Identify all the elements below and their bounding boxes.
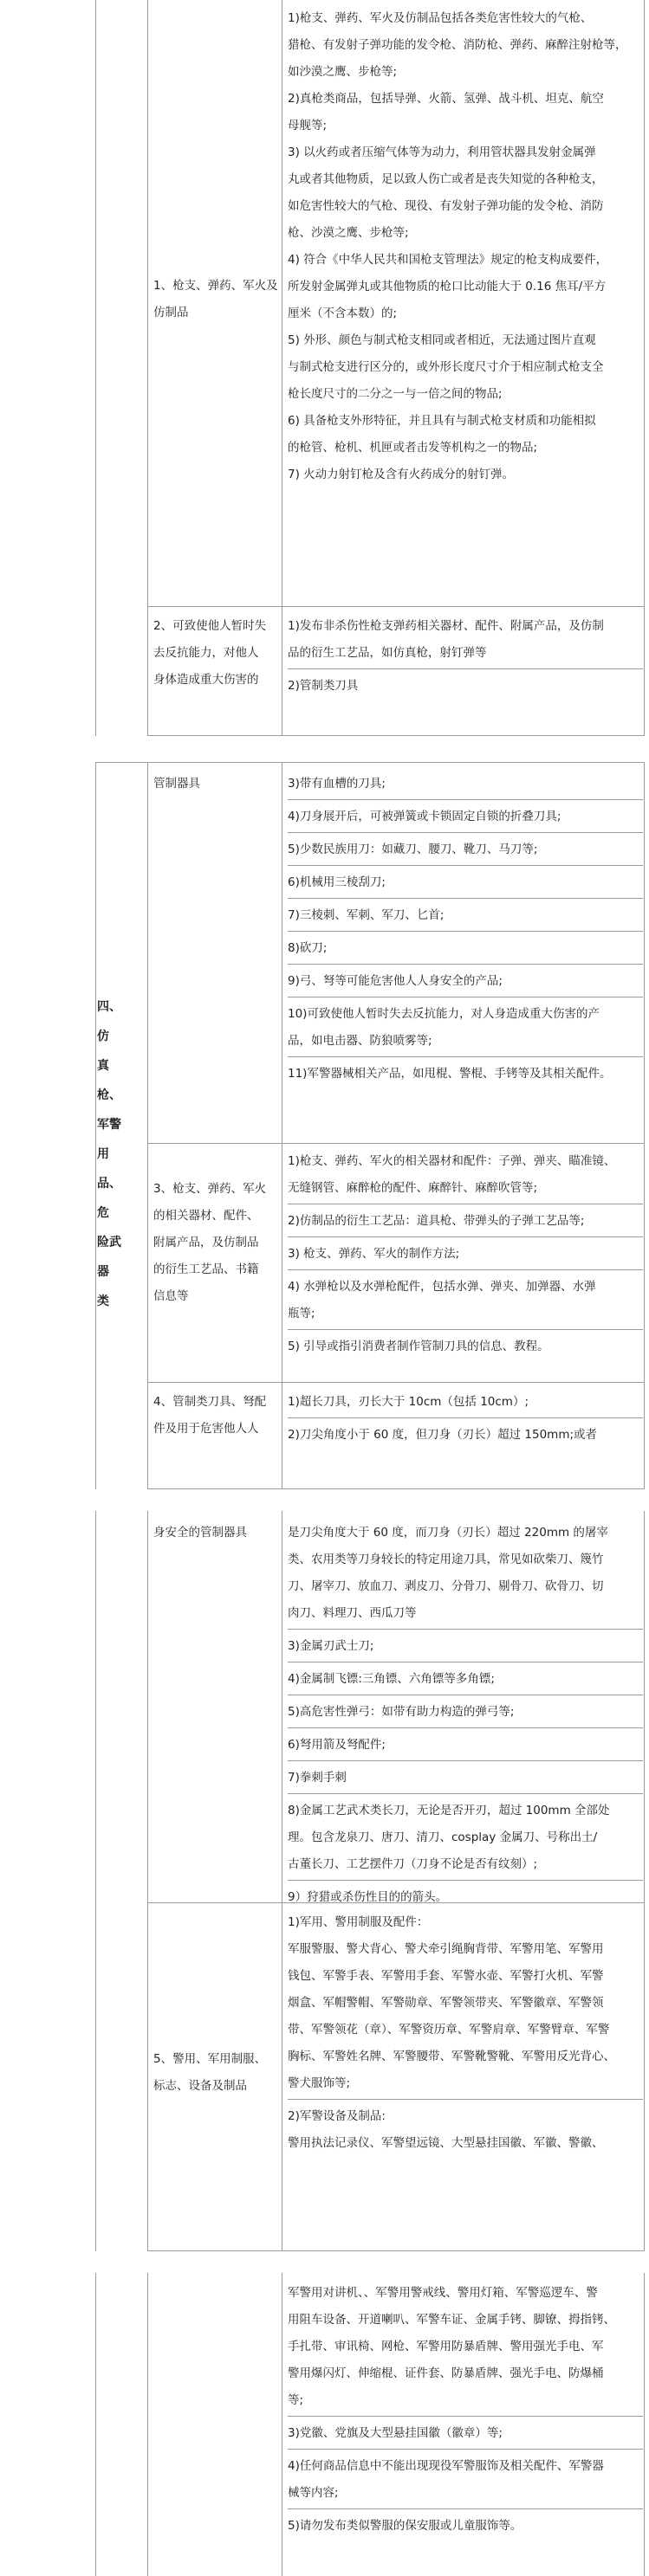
rule-line: 3) 以火药或者压缩气体等为动力，利用管状器具发射金属弹 bbox=[288, 145, 596, 159]
rule-line: 5)少数民族用刀：如藏刀、腰刀、靴刀、马刀等; bbox=[288, 843, 538, 856]
rule-list bbox=[288, 1909, 643, 2157]
rule-line: 7)三棱刺、军刺、军刀、匕首; bbox=[288, 908, 445, 922]
rule-line: 4)任何商品信息中不能出现现役军警服饰及相关配件、军警器 bbox=[288, 2459, 604, 2473]
rule-line: 4)刀身展开后，可被弹簧或卡锁固定自锁的折叠刀具; bbox=[288, 810, 561, 823]
category-name: 管制器具 bbox=[153, 777, 200, 791]
rule-line: 与制式枪支进行区分的，或外形长度尺寸介于相应制式枪支全 bbox=[288, 360, 604, 374]
rule-line: 用阻车设备、开道喇叭、军警车证、金属手铐、脚镣、拇指铐、 bbox=[288, 2313, 615, 2327]
rule-item bbox=[288, 1633, 643, 1662]
rule-item bbox=[288, 1884, 643, 1911]
rule-line: 械等内容; bbox=[288, 2486, 339, 2500]
rule-item bbox=[288, 1909, 643, 2100]
rule-line: 手扎带、审讯椅、网枪、军警用防暴盾牌、警用强光手电、军 bbox=[288, 2340, 604, 2353]
rule-item bbox=[288, 1208, 643, 1237]
rule-item bbox=[288, 1061, 643, 1088]
table-block-3 bbox=[0, 1511, 649, 2251]
rule-list bbox=[288, 1520, 643, 1911]
rule-line: 5)请勿发布类似警服的保安服或儿童服饰等。 bbox=[288, 2519, 522, 2533]
text-line: 2、可致使他人暂时失 bbox=[153, 619, 267, 633]
rule-list bbox=[288, 1389, 643, 1449]
category-name: 1、枪支、弹药、军火及仿制品 bbox=[153, 279, 278, 320]
rule-line: 2)管制类刀具 bbox=[288, 679, 359, 693]
rule-line: 4)金属制飞镖:三角镖、六角镖等多角镖; bbox=[288, 1672, 495, 1686]
text-line: 3、枪支、弹药、军火 bbox=[153, 1182, 267, 1196]
rule-item bbox=[288, 327, 643, 408]
rule-item bbox=[288, 5, 643, 86]
rule-item bbox=[288, 1241, 643, 1270]
rule-line: 9)弓、弩等可能危害他人人身安全的产品; bbox=[288, 974, 503, 988]
rule-line: 军警用对讲机、、军警用警戒线、警用灯箱、军警巡逻车、警 bbox=[288, 2286, 598, 2300]
rule-line: 刀、屠宰刀、放血刀、剥皮刀、分骨刀、剔骨刀、砍骨刀、切 bbox=[288, 1579, 604, 1593]
text-line: 去反抗能力，对他人 bbox=[153, 646, 259, 660]
rule-line: 4) 符合《中华人民共和国枪支管理法》规定的枪支构成要件， bbox=[288, 253, 608, 267]
rule-item bbox=[288, 1274, 643, 1330]
rule-line: 品，如电击器、防狼喷雾等; bbox=[288, 1034, 432, 1048]
rule-item bbox=[288, 2103, 643, 2157]
rule-line: 肉刀、料理刀、西瓜刀等 bbox=[288, 1606, 417, 1620]
rule-item bbox=[288, 869, 643, 899]
rule-line: 4) 水弹枪以及水弹枪配件，包括水弹、弹夹、加弹器、水弹 bbox=[288, 1280, 596, 1294]
rule-line: 如危害性较大的气枪、现役、有发射子弹功能的发令枪、消防 bbox=[288, 199, 604, 213]
rule-item bbox=[288, 804, 643, 833]
rule-item bbox=[288, 1001, 643, 1057]
rule-item bbox=[288, 1732, 643, 1761]
rule-line: 2)军警设备及制品: bbox=[288, 2109, 386, 2123]
rule-line: 警用爆闪灯、伸缩棍、证件套、防暴盾牌、强光手电、防爆桶 bbox=[288, 2366, 604, 2380]
section-title bbox=[97, 992, 128, 1316]
table-block-2 bbox=[0, 762, 649, 1489]
rule-line: 5)高危害性弹弓：如带有助力构造的弹弓等; bbox=[288, 1705, 515, 1719]
rule-item bbox=[288, 935, 643, 965]
rule-item bbox=[288, 462, 643, 488]
rule-item bbox=[288, 613, 643, 669]
text-line: 件及用于危害他人人 bbox=[153, 1422, 259, 1436]
rule-item bbox=[288, 2420, 643, 2450]
text-line: 4、管制类刀具、弩配 bbox=[153, 1395, 267, 1409]
rule-line: 7) 火动力射钉枪及含有火药成分的射钉弹。 bbox=[288, 468, 515, 481]
rule-line: 6) 具备枪支外形特征，并且具有与制式枪支材质和功能相拟 bbox=[288, 414, 596, 428]
rule-line: 1)枪支、弹药、军火的相关器材和配件：子弹、弹夹、瞄准镜、 bbox=[288, 1154, 616, 1168]
rule-line: 军服警服、警犬背心、警犬牵引绳胸背带、军警用笔、军警用 bbox=[288, 1942, 604, 1956]
text-line: 险武器 bbox=[97, 1236, 121, 1279]
rule-list bbox=[288, 613, 643, 700]
rule-line: 3) 枪支、弹药、军火的制作方法; bbox=[288, 1247, 460, 1261]
rule-line: 7)拳刺手刺 bbox=[288, 1771, 347, 1785]
rule-line: 胸标、军警姓名牌、军警腰带、军警靴警靴、军警用反光背心、 bbox=[288, 2050, 615, 2063]
text-line: 身体造成重大伤害的 bbox=[153, 673, 259, 687]
rule-line: 瓶等; bbox=[288, 1307, 315, 1320]
rule-item bbox=[288, 836, 643, 866]
rule-line: 无缝钢管、麻醉枪的配件、麻醉针、麻醉吹管等; bbox=[288, 1181, 538, 1195]
rule-list bbox=[288, 771, 643, 1088]
category-name bbox=[153, 613, 283, 694]
rule-line: 2)刀尖角度小于 60 度，但刀身（刃长）超过 150mm;或者 bbox=[288, 1428, 598, 1442]
rule-item bbox=[288, 2280, 643, 2417]
rule-line: 如沙漠之鹰、步枪等; bbox=[288, 65, 398, 79]
rule-line: 烟盒、军帽警帽、军警勋章、军警领带夹、军警徽章、军警领 bbox=[288, 1996, 604, 2010]
rule-line: 2)真枪类商品，包括导弹、火箭、氢弹、战斗机、坦克、航空 bbox=[288, 92, 604, 106]
rule-item bbox=[288, 1389, 643, 1418]
rule-line: 1)超长刀具，刃长大于 10cm（包括 10cm）; bbox=[288, 1395, 529, 1409]
rule-item bbox=[288, 1422, 643, 1449]
text-line: 信息等 bbox=[153, 1289, 189, 1303]
rule-line: 3)带有血槽的刀具; bbox=[288, 777, 386, 791]
rule-line: 1)发布非杀伤性枪支弹药相关器材、配件、附属产品，及仿制 bbox=[288, 619, 604, 633]
rule-item bbox=[288, 139, 643, 247]
rule-line: 1)枪支、弹药、军火及仿制品包括各类危害性较大的气枪、 bbox=[288, 11, 593, 25]
rule-item bbox=[288, 1666, 643, 1695]
rule-line: 理。包含龙泉刀、唐刀、清刀、cosplay 金属刀、号称出土/ bbox=[288, 1830, 598, 1844]
rule-item bbox=[288, 2513, 643, 2540]
rule-line: 厘米（不含本数）的; bbox=[288, 307, 398, 320]
rule-line: 枪长度尺寸的二分之一与一倍之间的物品; bbox=[288, 387, 503, 401]
rule-line: 9）狩猎或杀伤性目的的箭头。 bbox=[288, 1890, 448, 1904]
rule-line: 类、农用类等刀身较长的特定用途刀具，常见如砍柴刀、篾竹 bbox=[288, 1553, 604, 1566]
rule-item bbox=[288, 86, 643, 139]
rule-item bbox=[288, 968, 643, 997]
rule-line: 3)金属刃武士刀; bbox=[288, 1639, 374, 1653]
rule-line: 6)弩用箭及弩配件; bbox=[288, 1738, 386, 1752]
rule-list bbox=[288, 1148, 643, 1360]
rule-list bbox=[288, 5, 643, 488]
rule-item bbox=[288, 2453, 643, 2509]
rule-line: 古董长刀、工艺摆件刀（刀身不论是否有纹刻）; bbox=[288, 1857, 538, 1871]
text-line: 的相关器材、配件、 bbox=[153, 1209, 259, 1223]
category-name bbox=[153, 2046, 283, 2100]
rule-line: 8)砍刀; bbox=[288, 941, 328, 955]
text-line: 5、警用、军用制服、 bbox=[153, 2052, 267, 2066]
table-block-4 bbox=[0, 2273, 649, 2576]
rule-line: 枪、沙漠之鹰、步枪等; bbox=[288, 226, 409, 240]
rule-line: 2)仿制品的衍生工艺品：道具枪、带弹头的子弹工艺品等; bbox=[288, 1214, 585, 1228]
rule-item bbox=[288, 1333, 643, 1360]
rule-line: 6)机械用三棱刮刀; bbox=[288, 875, 386, 889]
rule-line: 所发射金属弹丸或其他物质的枪口比动能大于 0.16 焦耳/平方 bbox=[288, 280, 607, 294]
rule-list bbox=[288, 2280, 643, 2540]
category-name bbox=[153, 1176, 283, 1310]
rule-line: 丸或者其他物质，足以致人伤亡或者是丧失知觉的各种枪支， bbox=[288, 172, 604, 186]
text-line: 军警用 bbox=[97, 1118, 121, 1161]
text-line: 附属产品，及仿制品 bbox=[153, 1236, 259, 1249]
rule-line: 等; bbox=[288, 2393, 304, 2407]
rule-item bbox=[288, 1765, 643, 1794]
rule-item bbox=[288, 673, 643, 700]
text-line: 的衍生工艺品、书籍 bbox=[153, 1262, 259, 1276]
rule-line: 带、军警领花（章）、军警资历章、军警肩章、军警臂章、军警 bbox=[288, 2023, 610, 2037]
rule-line: 11)军警器械相关产品，如甩棍、警棍、手铐等及其相关配件。 bbox=[288, 1067, 612, 1081]
rule-item bbox=[288, 247, 643, 327]
rule-item bbox=[288, 771, 643, 800]
rule-line: 8)金属工艺武术类长刀，无论是否开刃，超过 100mm 全部处 bbox=[288, 1804, 610, 1817]
rule-item bbox=[288, 1520, 643, 1630]
table-block-1 bbox=[0, 0, 649, 736]
rule-line: 1)军用、警用制服及配件： bbox=[288, 1915, 429, 1929]
rule-line: 5) 外形、颜色与制式枪支相同或者相近，无法通过图片直观 bbox=[288, 333, 596, 347]
text-line: 四、仿 bbox=[97, 1000, 121, 1043]
rule-line: 警用执法记录仪、军警望远镜、大型悬挂国徽、军徽、警徽、 bbox=[288, 2136, 604, 2150]
rule-item bbox=[288, 1798, 643, 1881]
text-line: 品、危 bbox=[97, 1177, 121, 1220]
rule-line: 品的衍生工艺品，如仿真枪，射钉弹等 bbox=[288, 646, 487, 660]
rule-item bbox=[288, 1699, 643, 1728]
text-line: 标志、设备及制品 bbox=[153, 2079, 247, 2093]
category-name: 身安全的管制器具 bbox=[153, 1526, 247, 1540]
category-name bbox=[153, 1389, 283, 1443]
rule-item bbox=[288, 902, 643, 932]
rule-line: 猎枪、有发射子弹功能的发令枪、消防枪、弹药、麻醉注射枪等， bbox=[288, 38, 627, 52]
rule-line: 警犬服饰等; bbox=[288, 2076, 351, 2090]
rule-item bbox=[288, 408, 643, 462]
rule-line: 10)可致使他人暂时失去反抗能力，对人身造成重大伤害的产 bbox=[288, 1007, 600, 1021]
text-line: 真枪、 bbox=[97, 1059, 121, 1102]
rule-line: 钱包、军警手表、军警用手套、军警水壶、军警打火机、军警 bbox=[288, 1969, 604, 1983]
rule-line: 是刀尖角度大于 60 度，而刀身（刃长）超过 220mm 的屠宰 bbox=[288, 1526, 608, 1540]
rule-item bbox=[288, 1148, 643, 1204]
rule-line: 5) 引导或指引消费者制作管制刀具的信息、教程。 bbox=[288, 1340, 549, 1353]
rule-line: 母舰等; bbox=[288, 119, 328, 132]
rule-line: 3)党徽、党旗及大型悬挂国徽（徽章）等; bbox=[288, 2426, 503, 2440]
text-line: 类 bbox=[97, 1294, 109, 1308]
rule-line: 的枪管、枪机、机匣或者击发等机构之一的物品; bbox=[288, 441, 538, 455]
